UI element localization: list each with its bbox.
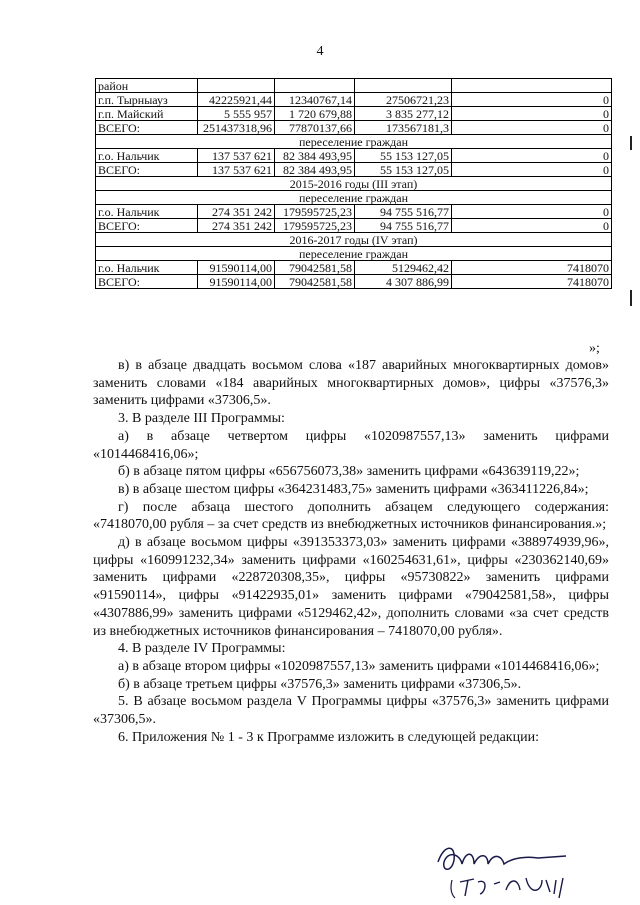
paragraph: 6. Приложения № 1 - 3 к Программе изложить в следующей редакции: — [118, 729, 539, 745]
paragraph: б) в абзаце третьем цифры «37576,3» заменить цифрами «37306,5». — [118, 676, 522, 692]
table-cell-municipality: ВСЕГО: — [96, 219, 198, 233]
table-row — [96, 163, 612, 177]
table-section-row — [96, 247, 612, 261]
table-cell-amount: 27506721,23 — [355, 93, 452, 107]
table-cell-amount: 5 555 957 — [198, 107, 275, 121]
table-cell-municipality: г.о. Нальчик — [96, 205, 198, 219]
table-cell-amount: 82 384 493,95 — [275, 163, 355, 177]
table-row — [96, 261, 612, 275]
table-cell-amount: 274 351 242 — [198, 219, 275, 233]
table-cell-amount: 1 720 679,88 — [275, 107, 355, 121]
table-cell-amount: 0 — [452, 107, 612, 121]
table-cell-amount: 94 755 516,77 — [355, 205, 452, 219]
paragraph: в) в абзаце двадцать восьмом слова «187 аварийных многоквартирных домов» заменить словами «184 аварийных многоквартирных домов», цифры «37576,3» заменить цифрами «37306,5». — [93, 358, 609, 409]
table-cell-amount: 173567181,3 — [355, 121, 452, 135]
table-cell-amount — [198, 79, 275, 93]
table-cell-amount: 251437318,96 — [198, 121, 275, 135]
table-cell-amount: 3 835 277,12 — [355, 107, 452, 121]
table-cell-amount: 137 537 621 — [198, 163, 275, 177]
table-section-row — [96, 191, 612, 205]
table-cell-amount: 0 — [452, 149, 612, 163]
table-row — [96, 93, 612, 107]
table-cell-amount: 12340767,14 — [275, 93, 355, 107]
paragraph: а) в абзаце втором цифры «1020987557,13» заменить цифрами «1014468416,06»; — [118, 658, 600, 674]
table-section-row — [96, 177, 612, 191]
table-cell-amount: 77870137,66 — [275, 121, 355, 135]
table-cell-amount: 55 153 127,05 — [355, 163, 452, 177]
table-cell-amount — [275, 79, 355, 93]
financing-table-body — [96, 79, 612, 289]
table-cell-amount: 5129462,42 — [355, 261, 452, 275]
table-row — [96, 107, 612, 121]
table-cell-amount: 0 — [452, 93, 612, 107]
table-cell-amount — [355, 79, 452, 93]
table-cell-amount: 0 — [452, 219, 612, 233]
financing-table — [95, 78, 612, 289]
table-cell-amount: 79042581,58 — [275, 275, 355, 289]
table-cell-amount: 91590114,00 — [198, 275, 275, 289]
table-section-title: переселение граждан — [96, 191, 612, 205]
table-row — [96, 121, 612, 135]
table-section-title: 2016-2017 годы (IV этап) — [96, 233, 612, 247]
table-cell-amount: 0 — [452, 205, 612, 219]
table-cell-amount: 179595725,23 — [275, 219, 355, 233]
table-section-title: 2015-2016 годы (III этап) — [96, 177, 612, 191]
table-cell-amount: 79042581,58 — [275, 261, 355, 275]
table-row — [96, 79, 612, 93]
paragraph: д) в абзаце восьмом цифры «391353373,03» заменить цифрами «388974939,96», цифры «160991232,34» заменить цифрами «160254631,61», цифры «230362140,69» заменить цифрами «228720308,35», цифры «95730822» заменить цифрами «91590114», цифры «91422935,01» заменить цифрами «79042581,58», цифры «4307886,99» заменить цифрами «5129462,42», дополнить словами «за счет средств из внебюджетных источников финансирования – 7418070,00 рубля». — [93, 535, 609, 639]
amendment-text — [93, 357, 609, 746]
table-cell-amount — [452, 79, 612, 93]
table-cell-municipality: г.п. Тырныауз — [96, 93, 198, 107]
table-cell-municipality: г.о. Нальчик — [96, 261, 198, 275]
table-cell-amount: 0 — [452, 121, 612, 135]
table-cell-municipality: г.п. Майский — [96, 107, 198, 121]
table-cell-amount: 274 351 242 — [198, 205, 275, 219]
handwritten-signature — [430, 838, 590, 905]
table-cell-amount: 42225921,44 — [198, 93, 275, 107]
closing-quote-mark: »; — [589, 341, 600, 356]
table-row — [96, 219, 612, 233]
paragraph: 4. В разделе IV Программы: — [118, 641, 286, 657]
scan-edge-mark-right-lower — [630, 290, 632, 306]
table-cell-municipality: ВСЕГО: — [96, 275, 198, 289]
table-row — [96, 205, 612, 219]
paragraph: 5. В абзаце восьмом раздела V Программы цифры «37576,3» заменить цифрами «37306,5». — [93, 694, 609, 728]
table-cell-amount: 82 384 493,95 — [275, 149, 355, 163]
table-cell-amount: 91590114,00 — [198, 261, 275, 275]
table-section-row — [96, 135, 612, 149]
table-cell-amount: 4 307 886,99 — [355, 275, 452, 289]
page-number: 4 — [316, 44, 324, 59]
table-cell-municipality: г.о. Нальчик — [96, 149, 198, 163]
table-cell-municipality: район — [96, 79, 198, 93]
table-row — [96, 149, 612, 163]
table-cell-amount: 55 153 127,05 — [355, 149, 452, 163]
table-cell-amount: 7418070 — [452, 261, 612, 275]
table-cell-municipality: ВСЕГО: — [96, 163, 198, 177]
table-cell-amount: 94 755 516,77 — [355, 219, 452, 233]
scan-edge-mark-right — [630, 136, 632, 150]
table-cell-amount: 137 537 621 — [198, 149, 275, 163]
paragraph: г) после абзаца шестого дополнить абзацем следующего содержания: «7418070,00 рубля – за счет средств из внебюджетных источников финансирования.»; — [93, 499, 609, 533]
paragraph: 3. В разделе III Программы: — [118, 411, 285, 427]
table-section-title: переселение граждан — [96, 247, 612, 261]
table-section-title: переселение граждан — [96, 135, 612, 149]
table-cell-amount: 179595725,23 — [275, 205, 355, 219]
paragraph: б) в абзаце пятом цифры «656756073,38» заменить цифрами «643639119,22»; — [118, 464, 580, 480]
table-cell-amount: 7418070 — [452, 275, 612, 289]
table-section-row — [96, 233, 612, 247]
table-cell-municipality: ВСЕГО: — [96, 121, 198, 135]
paragraph: в) в абзаце шестом цифры «364231483,75» заменить цифрами «363411226,84»; — [118, 481, 589, 497]
table-cell-amount: 0 — [452, 163, 612, 177]
paragraph: а) в абзаце четвертом цифры «1020987557,13» заменить цифрами «1014468416,06»; — [93, 428, 609, 462]
table-row — [96, 275, 612, 289]
